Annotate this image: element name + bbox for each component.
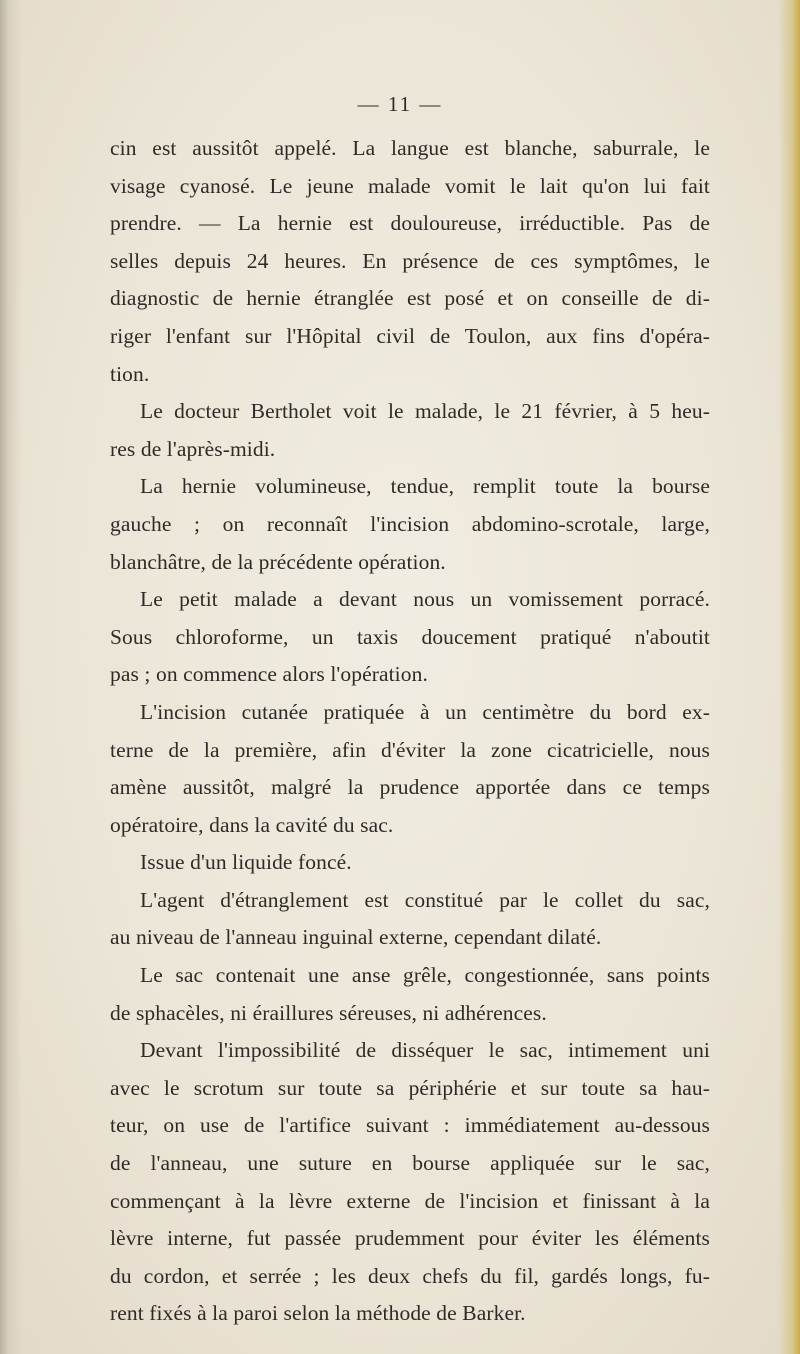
page-left-edge-shadow: [0, 0, 22, 1354]
text-line: teur, on use de l'artifice suivant : immédiatement au-dessous: [110, 1113, 710, 1138]
text-line: Devant l'impossibilité de disséquer le sac, intimement uni: [140, 1038, 710, 1063]
text-line: opératoire, dans la cavité du sac.: [110, 812, 394, 837]
text-line: cin est aussitôt appelé. La langue est blanche, saburrale, le: [110, 136, 710, 160]
text-line: res de l'après-midi.: [110, 436, 276, 461]
text-line: La hernie volumineuse, tendue, remplit toute la bourse: [140, 474, 710, 499]
text-line: Sous chloroforme, un taxis doucement pratiqué n'aboutit: [110, 624, 710, 649]
text-line: Le docteur Bertholet voit le malade, le 21 février, à 5 heu-: [140, 399, 710, 424]
text-line: du cordon, et serrée ; les deux chefs du fil, gardés longs, fu-: [110, 1263, 710, 1288]
text-line: L'incision cutanée pratiquée à un centimètre du bord ex-: [140, 699, 710, 724]
text-line: tion.: [110, 361, 150, 386]
text-line: amène aussitôt, malgré la prudence apportée dans ce temps: [110, 775, 710, 800]
page-number: — 11 —: [357, 92, 443, 116]
text-line: visage cyanosé. Le jeune malade vomit le lait qu'on lui fait: [110, 173, 710, 198]
text-line: gauche ; on reconnaît l'incision abdomino-scrotale, large,: [110, 511, 710, 536]
text-line: riger l'enfant sur l'Hôpital civil de Toulon, aux fins d'opéra-: [110, 323, 710, 348]
page-right-edge-discoloration: [778, 0, 800, 1354]
text-line: Le sac contenait une anse grêle, congestionnée, sans points: [140, 963, 710, 988]
text-line: au niveau de l'anneau inguinal externe, cependant dilaté.: [110, 925, 602, 950]
text-line: Le petit malade a devant nous un vomissement porracé.: [140, 587, 710, 612]
text-line: pas ; on commence alors l'opération.: [110, 662, 428, 687]
text-line: terne de la première, afin d'éviter la zone cicatricielle, nous: [110, 737, 710, 762]
text-line: de l'anneau, une suture en bourse appliquée sur le sac,: [110, 1151, 710, 1176]
text-line: prendre. — La hernie est douloureuse, irréductible. Pas de: [110, 211, 710, 236]
body-text: [110, 130, 710, 1333]
text-line: blanchâtre, de la précédente opération.: [110, 549, 446, 574]
text-line: avec le scrotum sur toute sa périphérie et sur toute sa hau-: [110, 1075, 710, 1100]
text-line: L'agent d'étranglement est constitué par le collet du sac,: [140, 887, 710, 912]
text-line: de sphacèles, ni éraillures séreuses, ni adhérences.: [110, 1000, 547, 1025]
text-line: diagnostic de hernie étranglée est posé et on conseille de di-: [110, 286, 710, 311]
text-line: Issue d'un liquide foncé.: [140, 850, 352, 875]
text-line: lèvre interne, fut passée prudemment pour éviter les éléments: [110, 1226, 710, 1251]
text-line: commençant à la lèvre externe de l'incision et finissant à la: [110, 1188, 710, 1213]
text-line: rent fixés à la paroi selon la méthode de Barker.: [110, 1301, 526, 1326]
text-line: selles depuis 24 heures. En présence de ces symptômes, le: [110, 248, 710, 273]
